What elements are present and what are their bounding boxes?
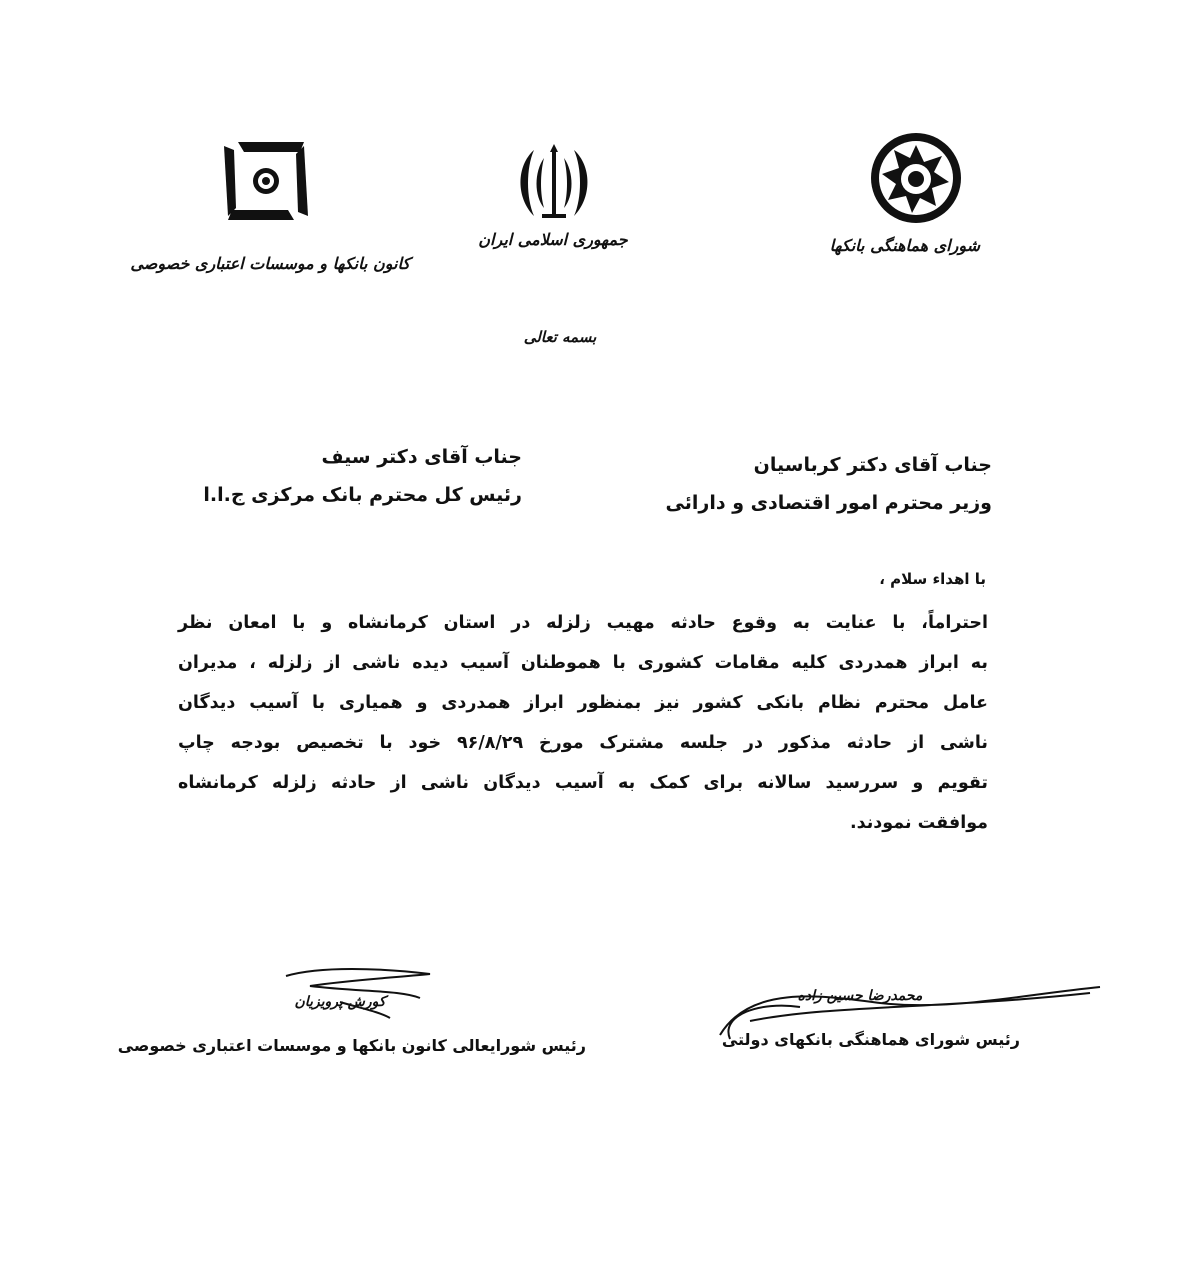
recipient-left-title: رئیس کل محترم بانک مرکزی ج.ا.ا (203, 484, 522, 506)
letter-body (178, 603, 988, 843)
signature-left-name: کورش پرویزیان (294, 994, 386, 1010)
signature-left-title: رئیس شورایعالی کانون بانکها و موسسات اعتباری خصوصی (117, 1036, 586, 1055)
banks-council-label: شورای هماهنگی بانکها (829, 236, 980, 255)
body-line: عامل محترم نظام بانکی کشور نیز بمنظور ابراز همدردی و همیاری با آسیب دیدگان (178, 693, 988, 713)
private-banks-logo (220, 138, 312, 224)
body-line: احتراماً، با عنایت به وقوع حادثه مهیب زلزله در استان کرمانشاه و با امعان نظر (178, 613, 988, 633)
recipient-left-name: جناب آقای دکتر سیف (321, 446, 522, 468)
rosette-icon (868, 130, 964, 226)
body-line: تقویم و سررسید سالانه برای کمک به آسیب دیدگان ناشی از حادثه زلزله کرمانشاه (178, 773, 988, 793)
iran-emblem-label: جمهوری اسلامی ایران (478, 230, 628, 249)
signature-left-scribble (280, 962, 440, 1022)
recipient-right (620, 454, 992, 514)
body-line: ناشی از حادثه مذکور در جلسه مشترک مورخ ۹۶/۸/۲۹ خود با تخصیص بودجه چاپ (178, 733, 988, 753)
body-line: موافقت نمودند. (849, 813, 988, 833)
recipient-left (160, 446, 522, 506)
signature-right-name: محمدرضا حسین زاده (797, 988, 923, 1004)
signature-right-title: رئیس شورای هماهنگی بانکهای دولتی (721, 1030, 1020, 1049)
iran-emblem-icon (512, 140, 596, 224)
invocation: بسمه تعالی (523, 328, 597, 346)
private-banks-label: کانون بانکها و موسسات اعتباری خصوصی (130, 254, 410, 273)
private-banks-icon (220, 138, 312, 224)
recipient-right-title: وزیر محترم امور اقتصادی و دارائی (665, 492, 992, 514)
iran-emblem (512, 140, 596, 224)
recipient-right-name: جناب آقای دکتر کرباسیان (753, 454, 992, 476)
body-line: به ابراز همدردی کلیه مقامات کشوری با هموطنان آسیب دیده ناشی از زلزله ، مدیران (178, 653, 988, 673)
greeting: با اهداء سلام ، (879, 570, 986, 588)
banks-council-logo (868, 130, 964, 226)
